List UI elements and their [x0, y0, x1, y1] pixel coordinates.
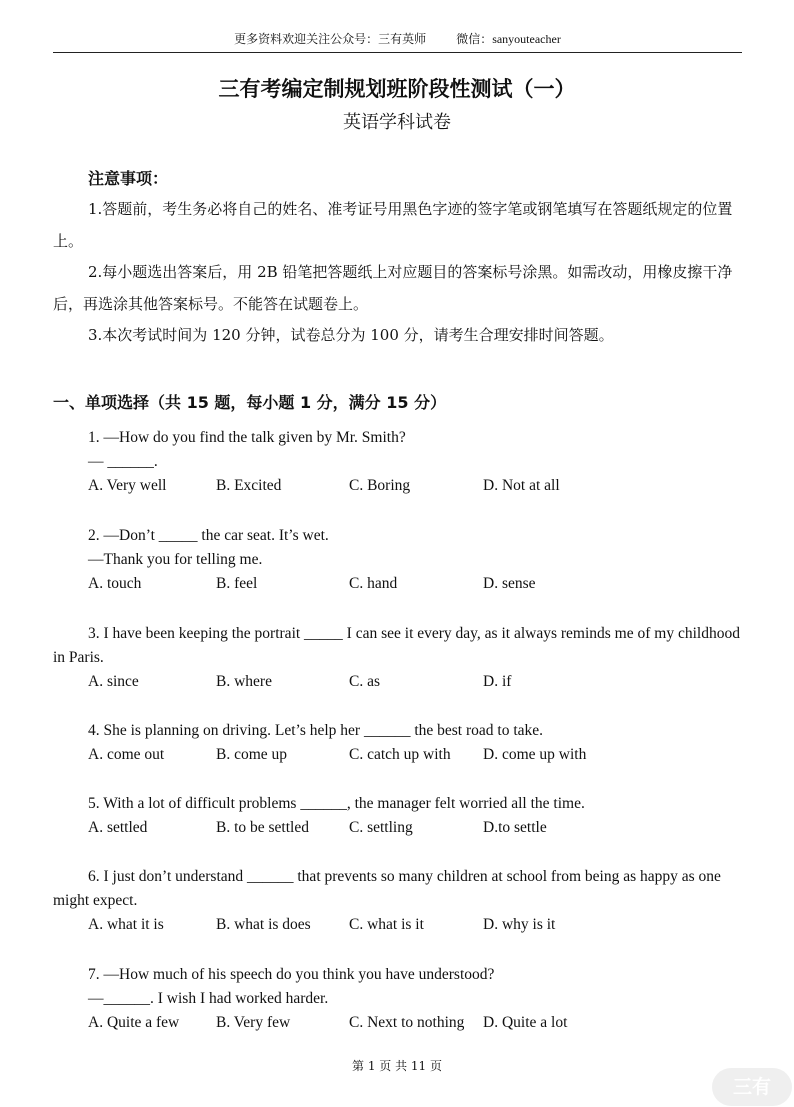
option-a: A. Very well [88, 477, 167, 494]
option-a: A. Quite a few [88, 1014, 180, 1031]
page-header [53, 30, 742, 53]
note-item-1: 1.答题前，考生务必将自己的姓名、准考证号用黑色字迹的签字笔或钢笔填写在答题纸规定的位置上。 [53, 200, 733, 250]
notes-heading: 注意事项： [88, 169, 169, 188]
option-b: B. where [216, 673, 272, 690]
note-item-3: 3.本次考试时间为 120 分钟，试卷总分为 100 分，请考生合理安排时间答题。 [88, 326, 614, 344]
option-b: B. feel [216, 575, 258, 592]
option-c: C. Boring [349, 477, 411, 494]
question-6 [53, 865, 742, 937]
question-4 [53, 719, 742, 767]
option-b: B. Excited [216, 477, 282, 494]
question-reply: — ______. [88, 453, 158, 470]
options-row [53, 474, 742, 498]
question-5 [53, 792, 742, 840]
section-heading: 一、单项选择（共 15 题，每小题 1 分，满分 15 分） [53, 393, 447, 412]
option-c: C. as [349, 673, 380, 690]
option-b: B. come up [216, 746, 288, 763]
header-left-text: 更多资料欢迎关注公众号：三有英师 [234, 32, 427, 46]
question-stem: 5. With a lot of difficult problems ______, the manager felt worried all the time. [88, 795, 585, 812]
option-d: D. sense [483, 575, 536, 592]
question-stem: 2. —Don’t _____ the car seat. It’s wet. [88, 527, 329, 544]
option-b: B. what is does [216, 916, 311, 933]
option-a: A. since [88, 673, 139, 690]
exam-subtitle: 英语学科试卷 [343, 112, 451, 133]
option-d: D. come up with [483, 746, 587, 763]
option-c: C. what is it [349, 916, 424, 933]
options-row [53, 572, 742, 596]
option-b: B. to be settled [216, 819, 309, 836]
option-d: D.to settle [483, 819, 547, 836]
watermark-logo: 三有 [712, 1068, 792, 1106]
option-c: C. settling [349, 819, 413, 836]
question-stem: 3. I have been keeping the portrait _____ I can see it every day, as it always reminds me of my childhood in Paris. [53, 625, 740, 666]
option-d: D. Not at all [483, 477, 560, 494]
header-right-text: 微信：sanyouteacher [456, 32, 561, 46]
question-stem: 7. —How much of his speech do you think you have understood? [88, 966, 495, 983]
option-a: A. touch [88, 575, 142, 592]
option-c: C. Next to nothing [349, 1014, 465, 1031]
question-stem: 4. She is planning on driving. Let’s help her ______ the best road to take. [88, 722, 544, 739]
option-a: A. what it is [88, 916, 164, 933]
option-b: B. Very few [216, 1014, 291, 1031]
option-a: A. settled [88, 819, 148, 836]
option-d: D. why is it [483, 916, 556, 933]
question-stem: 1. —How do you find the talk given by Mr. Smith? [88, 429, 406, 446]
option-d: D. if [483, 673, 512, 690]
option-a: A. come out [88, 746, 165, 763]
options-row [53, 913, 742, 937]
question-reply: —______. I wish I had worked harder. [88, 990, 329, 1007]
option-c: C. catch up with [349, 746, 451, 763]
question-2 [53, 524, 742, 596]
question-7 [53, 963, 742, 1035]
page-footer: 第 1 页 共 11 页 [352, 1059, 442, 1073]
question-reply: —Thank you for telling me. [88, 551, 263, 568]
options-row [53, 1011, 742, 1035]
options-row [53, 670, 742, 694]
option-c: C. hand [349, 575, 398, 592]
note-item-2: 2.每小题选出答案后，用 2B 铅笔把答题纸上对应题目的答案标号涂黑。如需改动，用橡皮擦干净后，再选涂其他答案标号。不能答在试题卷上。 [53, 263, 733, 313]
question-1 [53, 426, 742, 498]
options-row [53, 816, 742, 840]
option-d: D. Quite a lot [483, 1014, 568, 1031]
exam-title: 三有考编定制规划班阶段性测试（一） [218, 77, 576, 101]
question-stem: 6. I just don’t understand ______ that prevents so many children at school from being as happy as one might expect. [53, 868, 721, 909]
options-row [53, 743, 742, 767]
question-3 [53, 622, 742, 694]
